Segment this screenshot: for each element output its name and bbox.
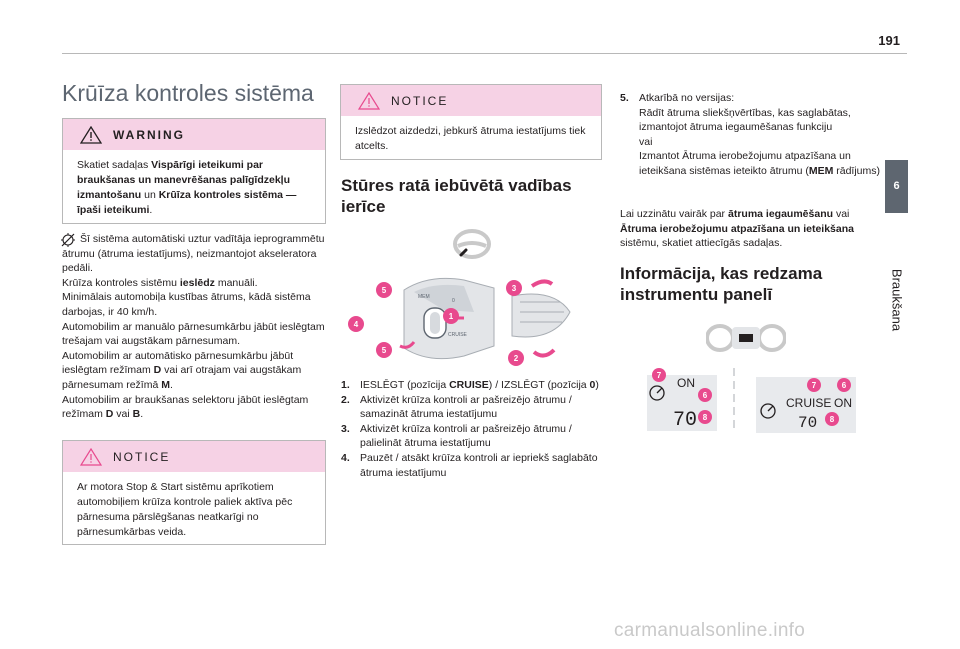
lever-label-mem: MEM xyxy=(418,294,430,300)
notice-header xyxy=(341,85,601,116)
svg-text:6: 6 xyxy=(702,391,708,400)
svg-text:3: 3 xyxy=(511,284,517,293)
controls-list xyxy=(341,378,603,480)
notice-box-ignition xyxy=(340,84,602,160)
warning-header xyxy=(63,119,325,150)
lever-label-zero: 0 xyxy=(452,298,455,304)
notice-text: Ar motora Stop & Start sistēmu aprīkotiem automobiļiem krūīza kontrole paliek aktīva pēc pārnesuma pārslēgšanas neatkarīgi no pārnesumkārbas veida. xyxy=(77,481,293,538)
svg-text:8: 8 xyxy=(702,413,708,422)
more-info-text: Lai uzzinātu vairāk par ātruma iegaumēšanu vai Ātruma ierobežojumu atpazīšana un ieteikšana sistēmu, skatiet attiecīgās sadaļas. xyxy=(620,208,854,250)
description-line-1: Šī sistēma automātiski uztur vadītāja ieprogrammētu ātrumu (ātruma iestatījums), neizmantojot akseleratora pedāli. xyxy=(62,233,325,275)
instrument-panel-icon xyxy=(706,323,786,353)
watermark[interactable]: carmanualsonline.info xyxy=(614,620,806,641)
list-item: 5. Atkarībā no versijas: Rādīt ātruma sliekšņvērtības, kas saglabātas, izmantojot ātruma iegaumēšanas funkciju vai Izmantot Ātruma ierobežojumu atpazīšana un ieteikšana sistēmas ieteikto ātrumu (MEM rādījums) xyxy=(620,92,881,177)
lever-label-cruise: CRUISE xyxy=(448,332,467,338)
notice-header xyxy=(63,441,325,472)
description-line-2: Krūīza kontroles sistēmu ieslēdz manuāli. xyxy=(62,276,258,289)
controls-heading: Stūres ratā iebūvētā vadības ierīce xyxy=(341,176,572,216)
description-text xyxy=(62,232,326,422)
notice-label: NOTICE xyxy=(113,450,171,464)
notice-triangle-icon xyxy=(358,92,380,110)
display-1-speed: 70 xyxy=(673,409,698,432)
cluster-display-2 xyxy=(754,373,858,435)
description-line-6: Automobilim ar braukšanas selektoru jābūt ieslēgtam režīmam D vai B. xyxy=(62,393,309,421)
svg-text:5: 5 xyxy=(381,346,387,355)
list-item: 1. IESLĒGT (pozīcija CRUISE) / IZSLĒGT (pozīcija 0) xyxy=(341,379,599,391)
display-2-status: ON xyxy=(834,396,852,410)
svg-text:7: 7 xyxy=(656,371,662,380)
page-number: 191 xyxy=(878,33,900,48)
steering-wheel-icon xyxy=(452,228,492,260)
warning-box xyxy=(62,118,326,224)
svg-text:7: 7 xyxy=(811,381,817,390)
display-divider xyxy=(732,368,736,432)
display-2-speed: 70 xyxy=(798,414,818,432)
description-line-3: Minimālais automobiļa kustības ātrums, kādā sistēma darbojas, ir 40 km/h. xyxy=(62,291,311,318)
list-item: 4. Pauzēt / atsākt krūīza kontroli ar iepriekš saglabāto ātruma iestatījumu xyxy=(341,451,598,479)
chapter-label: Braukšana xyxy=(889,268,905,332)
notice-box-stop-start xyxy=(62,440,326,545)
top-rule xyxy=(62,53,907,54)
description-line-4: Automobilim ar manuālo pārnesumkārbu jābūt ieslēgtam trešajam vai augstākam pārnesumam. xyxy=(62,320,325,348)
svg-text:8: 8 xyxy=(829,415,835,424)
cluster-display-1 xyxy=(639,365,719,435)
list-item: 2. Aktivizēt krūīza kontroli ar pašreizējo ātrumu / samazināt ātruma iestatījumu xyxy=(341,393,572,421)
svg-text:4: 4 xyxy=(353,320,359,329)
svg-text:1: 1 xyxy=(448,312,454,321)
page-title: Krūīza kontroles sistēma xyxy=(62,80,314,106)
notice-label: NOTICE xyxy=(391,94,449,108)
display-1-status: ON xyxy=(677,376,695,390)
cruise-lever-illustration xyxy=(344,272,604,368)
display-2-mode: CRUISE xyxy=(786,396,832,410)
svg-text:6: 6 xyxy=(841,381,847,390)
svg-text:5: 5 xyxy=(381,286,387,295)
warning-triangle-icon xyxy=(80,126,102,144)
warning-text: Skatiet sadaļas Vispārīgi ieteikumi par braukšanas un manevrēšanas palīgīdzekļu izmantošanu un Krūīza kontroles sistēma — īpaši ieteikumi. xyxy=(77,159,297,216)
chapter-tab[interactable]: 6 xyxy=(885,160,908,213)
description-line-5: Automobilim ar automātisko pārnesumkārbu jābūt ieslēgtam režīmam D vai arī otrajam vai augstākam pārnesumam režīmā M. xyxy=(62,349,302,391)
list-item: 3. Aktivizēt krūīza kontroli ar pašreizējo ātrumu / palielināt ātruma iestatījumu xyxy=(341,422,572,450)
svg-text:2: 2 xyxy=(513,354,519,363)
item-5 xyxy=(620,91,882,179)
warning-label: WARNING xyxy=(113,128,185,142)
notice-triangle-icon xyxy=(80,448,102,466)
panel-heading: Informācija, kas redzama instrumentu panelī xyxy=(620,264,823,304)
notice-text: Izslēdzot aizdedzi, jebkurš ātruma iestatījums tiek atcelts. xyxy=(355,125,586,152)
